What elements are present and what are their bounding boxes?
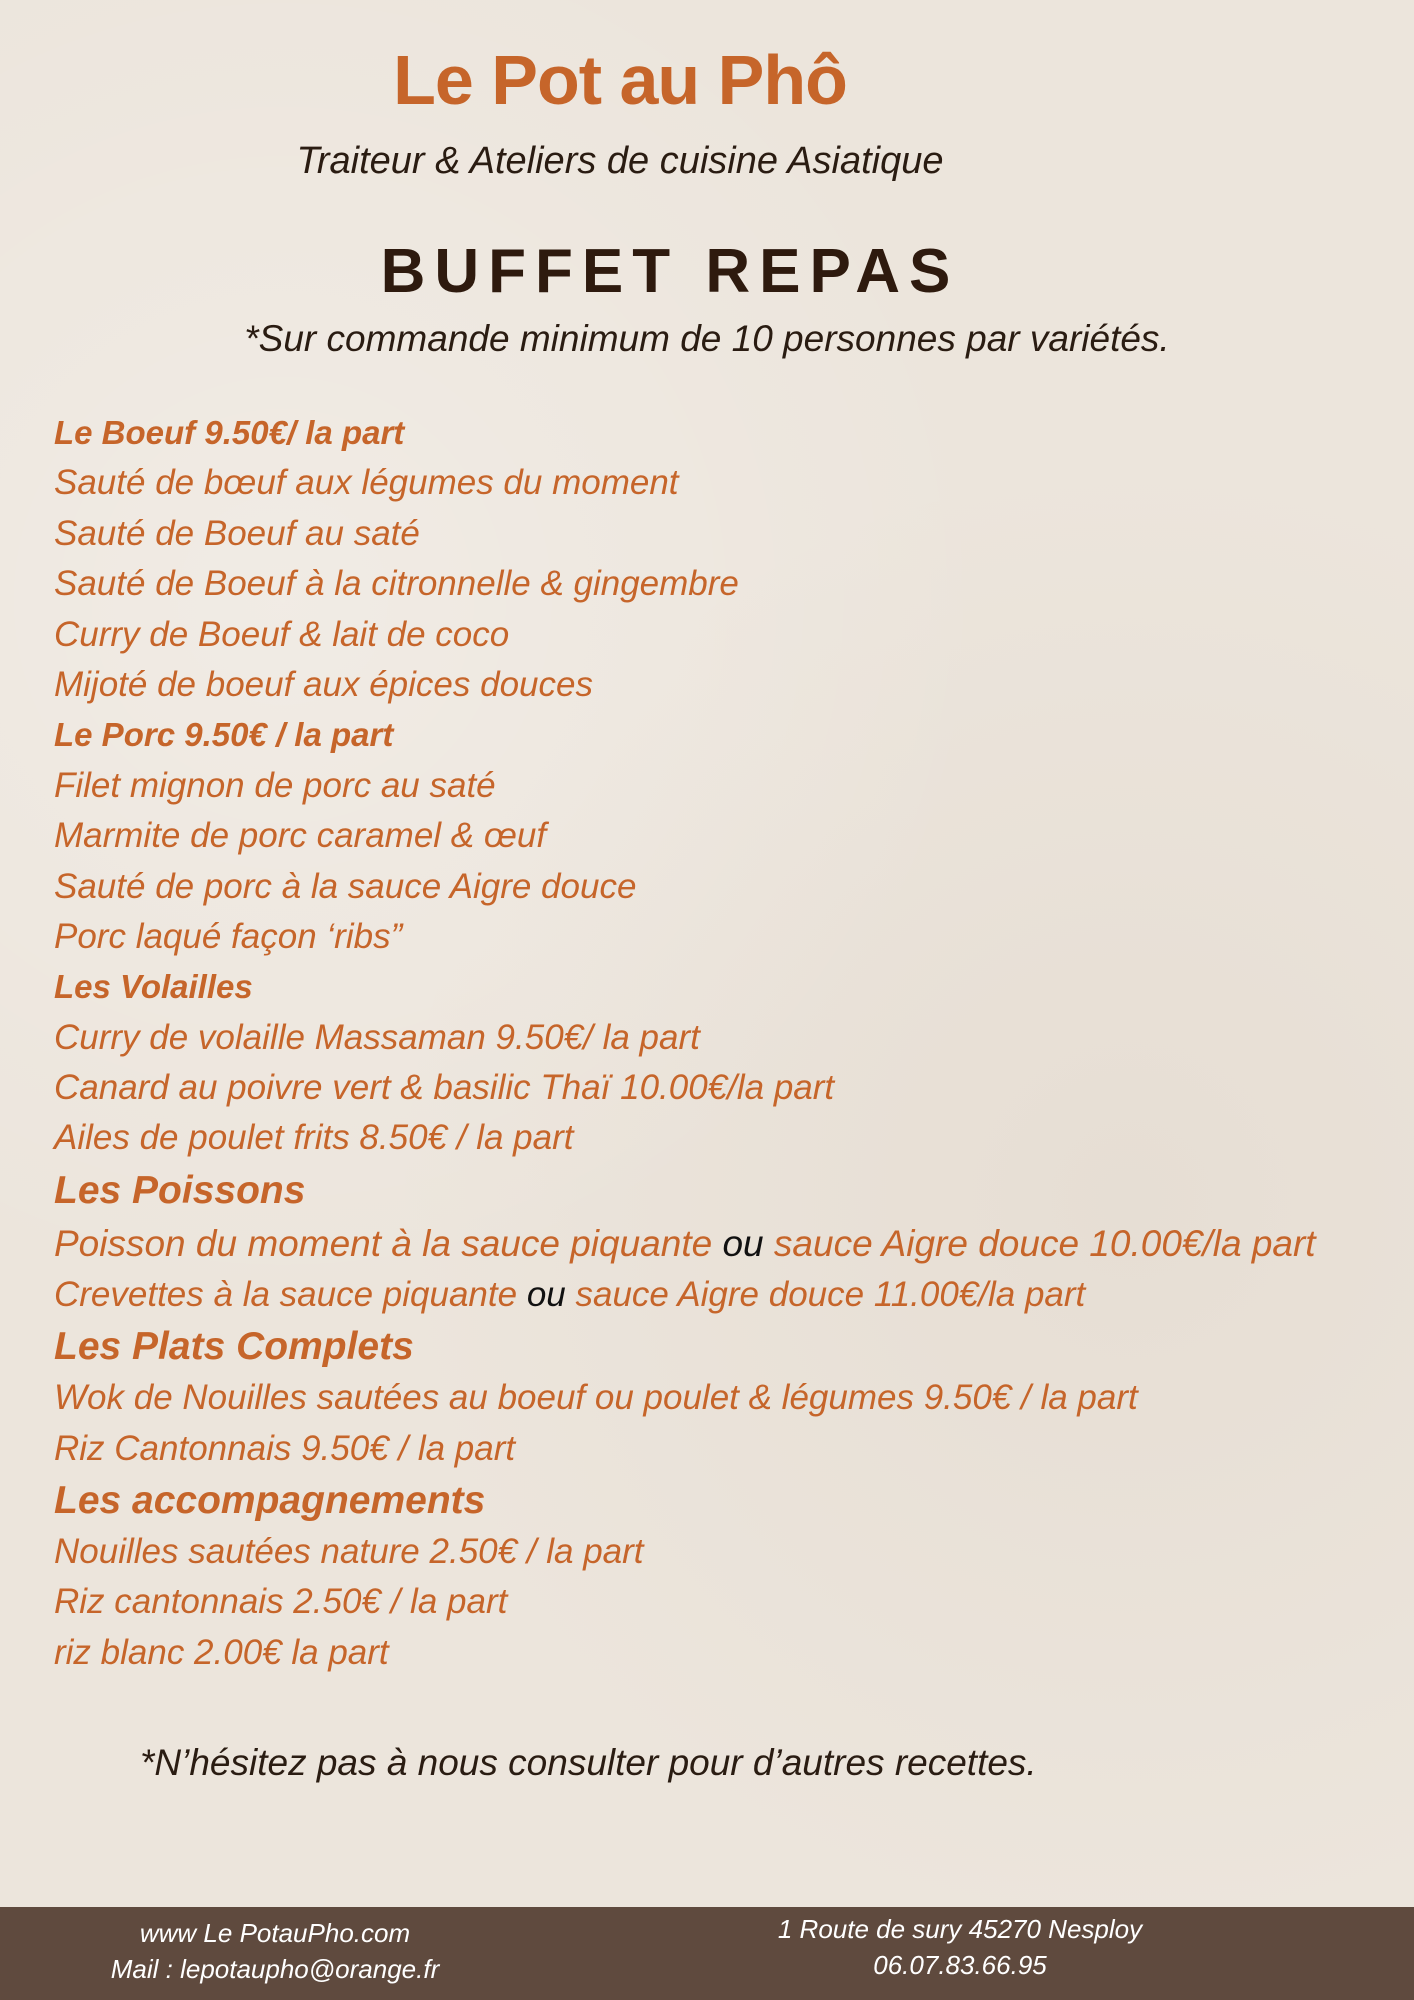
menu-item: Riz cantonnais 2.50€ / la part <box>54 1582 508 1622</box>
section-title-plats-complets: Les Plats Complets <box>54 1325 414 1369</box>
address-text: 1 Route de sury 45270 Nesploy <box>777 1914 1143 1944</box>
menu-item-or: ou <box>526 1274 566 1314</box>
menu-item: riz blanc 2.00€ la part <box>54 1632 389 1672</box>
section-title-poissons: Les Poissons <box>54 1168 306 1212</box>
menu-list <box>54 408 1414 1678</box>
menu-item: Sauté de Boeuf à la citronnelle & gingembre <box>54 564 739 604</box>
menu-item: Curry de volaille Massaman 9.50€/ la part <box>54 1017 700 1057</box>
section-title-porc: Le Porc 9.50€ / la part <box>54 716 394 754</box>
closing-note: *N’hésitez pas à nous consulter pour d’autres recettes. <box>140 1742 1037 1783</box>
menu-item: Sauté de porc à la sauce Aigre douce <box>54 866 637 906</box>
menu-item: Filet mignon de porc au saté <box>54 765 496 805</box>
section-title-volailles: Les Volailles <box>54 968 253 1006</box>
menu-item: Curry de Boeuf & lait de coco <box>54 614 510 654</box>
menu-item: Marmite de porc caramel & œuf <box>54 816 547 856</box>
menu-item-part-b: sauce Aigre douce 10.00€/la part <box>773 1222 1316 1264</box>
menu-item: Wok de Nouilles sautées au boeuf ou poulet & légumes 9.50€ / la part <box>54 1378 1138 1418</box>
order-note: *Sur commande minimum de 10 personnes par variétés. <box>244 318 1170 359</box>
brand-tagline: Traiteur & Ateliers de cuisine Asiatique <box>296 140 944 182</box>
menu-item: Ailes de poulet frits 8.50€ / la part <box>54 1118 574 1158</box>
footer <box>0 1907 1414 2000</box>
menu-item: Riz Cantonnais 9.50€ / la part <box>54 1428 516 1468</box>
menu-item <box>54 1270 1414 1320</box>
menu-item: Canard au poivre vert & basilic Thaï 10.00€/la part <box>54 1068 835 1108</box>
page-title: BUFFET REPAS <box>380 237 960 306</box>
menu-item-part-a: Poisson du moment à la sauce piquante <box>54 1222 713 1264</box>
brand-title: Le Pot au Phô <box>393 41 847 119</box>
menu-item-part-b: sauce Aigre douce 11.00€/la part <box>575 1274 1086 1314</box>
menu-item: Porc laqué façon ‘ribs” <box>54 916 403 956</box>
menu-item <box>54 1217 1414 1270</box>
menu-item-or: ou <box>722 1222 764 1264</box>
email-link[interactable]: Mail : lepotaupho@orange.fr <box>110 1954 440 1984</box>
footer-contact-web <box>30 1915 520 1987</box>
menu-item-part-a: Crevettes à la sauce piquante <box>54 1274 518 1314</box>
menu-item: Mijoté de boeuf aux épices douces <box>54 664 593 704</box>
section-title-boeuf: Le Boeuf 9.50€/ la part <box>54 414 405 451</box>
menu-item: Nouilles sautées nature 2.50€ / la part <box>54 1532 644 1572</box>
footer-contact-address <box>700 1911 1220 1983</box>
menu-item: Sauté de Boeuf au saté <box>54 513 420 553</box>
menu-item: Sauté de bœuf aux légumes du moment <box>54 463 679 503</box>
website-link[interactable]: www Le PotauPho.com <box>139 1918 411 1948</box>
phone-number[interactable]: 06.07.83.66.95 <box>873 1950 1047 1980</box>
section-title-accompagnements: Les accompagnements <box>54 1479 486 1523</box>
